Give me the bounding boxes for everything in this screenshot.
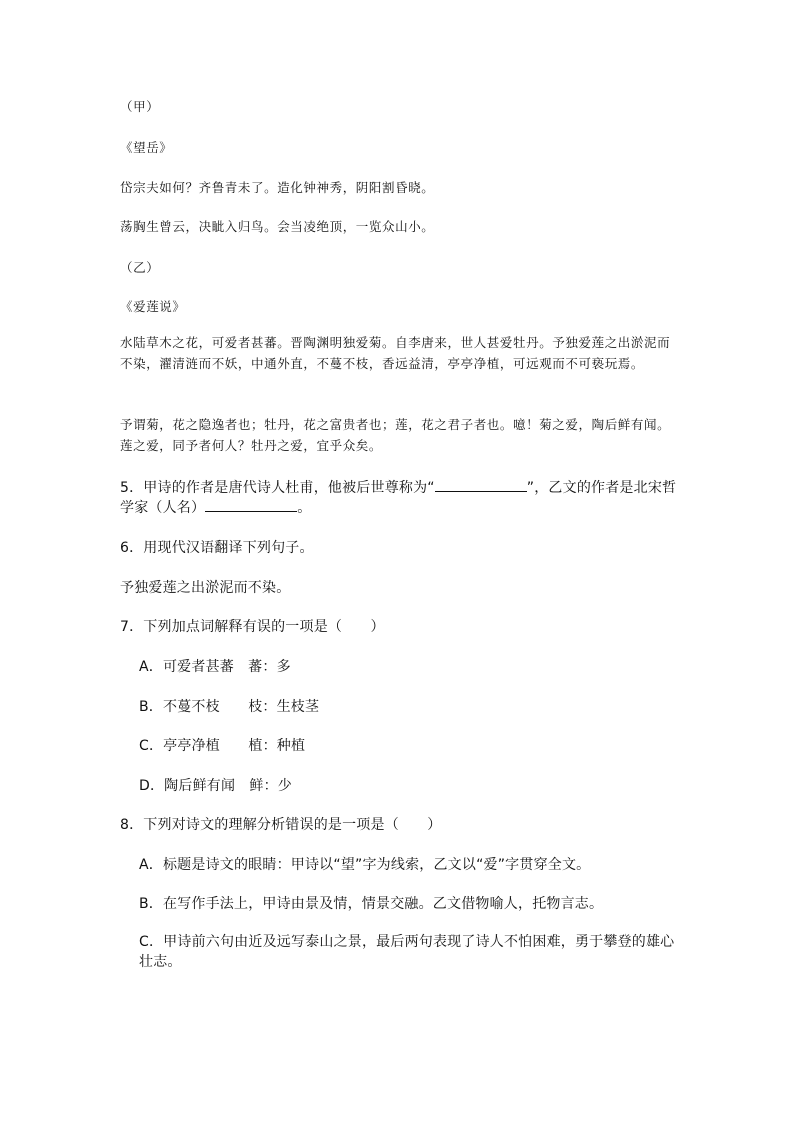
passage-yi-paragraph-1: 水陆草木之花，可爱者甚蕃。晋陶渊明独爱菊。自李唐来，世人甚爱牡丹。予独爱莲之出淤泥而不染，濯清涟而不妖，中通外直，不蔓不枝，香远益清，亭亭净植，可远观而不可亵玩焉。 xyxy=(120,335,671,371)
question-6-stem: 6．用现代汉语翻译下列句子。 xyxy=(120,540,314,556)
question-5-text-b: ”，乙文的作者是北宋哲 xyxy=(526,480,677,496)
passage-jia-line-1: 岱宗夫如何？齐鲁青未了。造化钟神秀，阴阳割昏晓。 xyxy=(120,180,435,195)
question-8-option-b: B．在写作手法上，甲诗由景及情，情景交融。乙文借物喻人，托物言志。 xyxy=(139,896,604,912)
question-8-option-c: C．甲诗前六句由近及远写泰山之景，最后两句表现了诗人不怕困难，勇于攀登的雄心壮志。 xyxy=(139,934,675,970)
question-5-line-2 xyxy=(120,497,311,517)
passage-yi-title: 《爱莲说》 xyxy=(120,299,186,314)
passage-yi-label: （乙） xyxy=(120,260,160,275)
question-7-stem: 7．下列加点词解释有误的一项是（ ） xyxy=(120,619,385,635)
question-7-option-b: B．不蔓不枝 枝：生枝茎 xyxy=(139,699,320,715)
question-5-text-d: 。 xyxy=(297,500,312,516)
question-5-line-1 xyxy=(120,477,676,497)
passage-jia-title: 《望岳》 xyxy=(120,140,173,155)
question-6-sentence: 予独爱莲之出淤泥而不染。 xyxy=(120,580,291,596)
question-7-option-c: C．亭亭净植 植：种植 xyxy=(139,738,306,754)
answer-blank-author[interactable] xyxy=(205,497,297,512)
question-7-option-a: A．可爱者甚蕃 蕃：多 xyxy=(139,659,291,675)
question-8-option-a: A．标题是诗文的眼睛：甲诗以“望”字为线索，乙文以“爱”字贯穿全文。 xyxy=(139,857,591,873)
passage-jia-line-2: 荡胸生曾云，决眦入归鸟。会当凌绝顶，一览众山小。 xyxy=(120,219,435,234)
passage-jia-label: （甲） xyxy=(120,99,160,114)
question-5-text-a: 5．甲诗的作者是唐代诗人杜甫，他被后世尊称为“ xyxy=(120,480,435,496)
passage-yi-paragraph-2: 予谓菊，花之隐逸者也；牡丹，花之富贵者也；莲，花之君子者也。噫！菊之爱，陶后鲜有闻。莲之爱，同予者何人？牡丹之爱，宜乎众矣。 xyxy=(120,417,671,453)
question-8-stem: 8．下列对诗文的理解分析错误的是一项是（ ） xyxy=(120,817,442,833)
question-5-text-c: 学家（人名） xyxy=(120,500,206,516)
answer-blank-title[interactable] xyxy=(435,477,527,492)
question-7-option-d: D．陶后鲜有闻 鲜：少 xyxy=(139,778,292,794)
